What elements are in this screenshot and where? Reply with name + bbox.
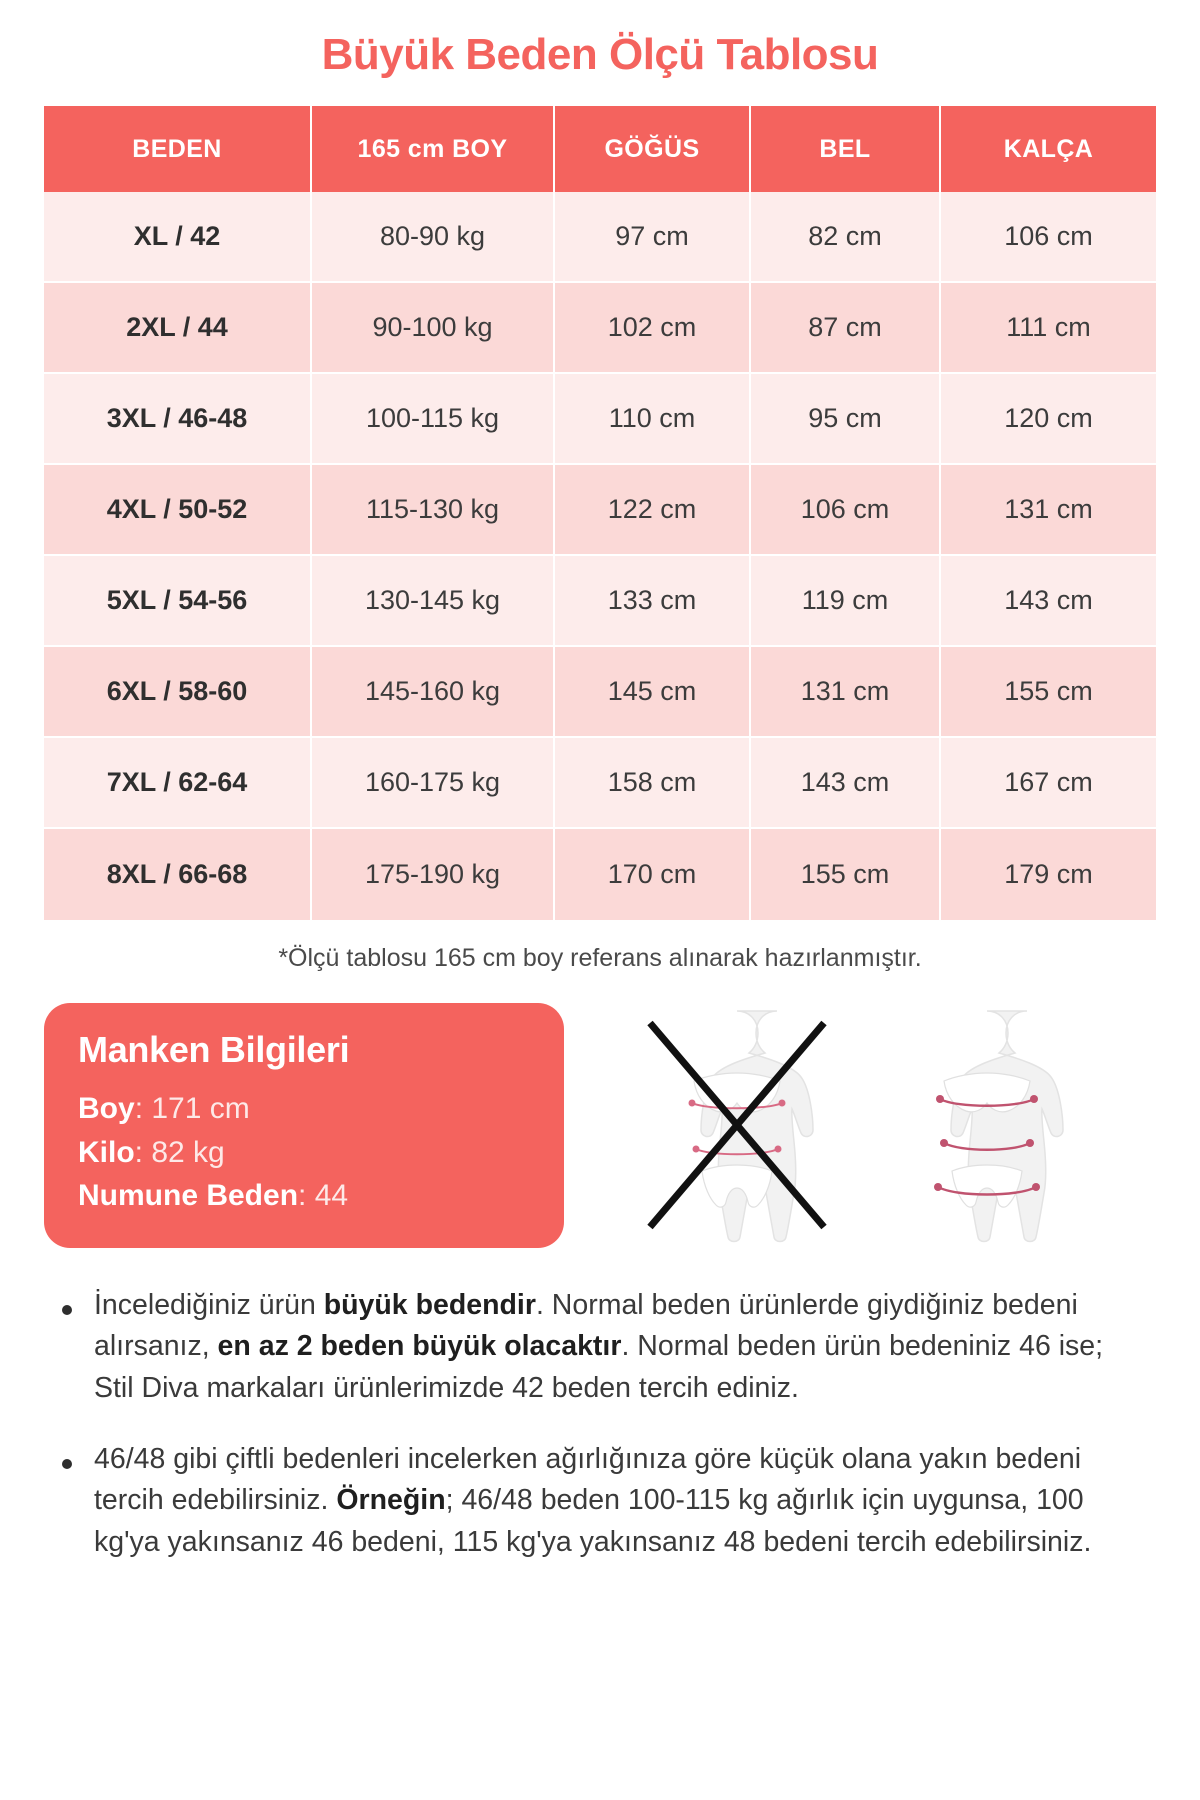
model-info-heading: Manken Bilgileri <box>78 1029 350 1070</box>
table-cell-size: 5XL / 54-56 <box>44 556 312 647</box>
table-cell: 106 cm <box>941 192 1156 283</box>
table-cell-size: 8XL / 66-68 <box>44 829 312 920</box>
table-row <box>44 374 1156 465</box>
measurement-figures <box>592 1003 1156 1251</box>
note-fragment: 46/48 gibi çiftli bedenleri incelerken ağırlığınıza göre küçük olana yakın bedeni tercih edebilirsiniz. <box>94 1442 1082 1517</box>
table-cell-size: XL / 42 <box>44 192 312 283</box>
table-cell: 97 cm <box>555 192 751 283</box>
note-fragment: . Normal beden ürünlerde giydiğiniz bedeni alırsanız, <box>94 1289 1078 1363</box>
model-weight-label: Kilo <box>78 1135 135 1169</box>
note-fragment: . Normal beden ürün bedeniniz 46 ise; Stil Diva markaları ürünlerimizde 42 beden tercih ediniz. <box>94 1330 1104 1404</box>
table-cell: 102 cm <box>555 283 751 374</box>
column-header-bel: BEL <box>751 106 941 192</box>
column-header-boy: 165 cm BOY <box>312 106 555 192</box>
table-cell: 145-160 kg <box>312 647 555 738</box>
table-cell-size: 7XL / 62-64 <box>44 738 312 829</box>
model-weight-row <box>78 1131 530 1175</box>
table-cell: 110 cm <box>555 374 751 465</box>
model-sample-size-value: : 44 <box>298 1179 349 1212</box>
bullet-icon <box>62 1305 72 1315</box>
note-text <box>94 1439 1146 1563</box>
table-row <box>44 192 1156 283</box>
table-cell: 115-130 kg <box>312 465 555 556</box>
table-cell: 170 cm <box>555 829 751 920</box>
column-header-gogus: GÖĞÜS <box>555 106 751 192</box>
correct-measure-figure <box>882 1003 1092 1243</box>
table-cell: 130-145 kg <box>312 556 555 647</box>
note-emphasis: en az 2 beden büyük olacaktır <box>217 1330 622 1363</box>
table-cell: 82 cm <box>751 192 941 283</box>
table-cell-size: 6XL / 58-60 <box>44 647 312 738</box>
model-info-section <box>44 1003 1156 1251</box>
table-cell: 133 cm <box>555 556 751 647</box>
note-fragment: İncelediğiniz ürün <box>94 1289 324 1321</box>
model-info-card <box>44 1003 564 1248</box>
model-height-row <box>78 1087 530 1131</box>
table-cell: 145 cm <box>555 647 751 738</box>
note-item <box>58 1439 1146 1563</box>
table-cell: 131 cm <box>751 647 941 738</box>
column-header-kalca: KALÇA <box>941 106 1156 192</box>
table-cell: 120 cm <box>941 374 1156 465</box>
table-cell-size: 4XL / 50-52 <box>44 465 312 556</box>
table-row <box>44 738 1156 829</box>
model-weight-value: : 82 kg <box>134 1135 225 1169</box>
note-fragment: ; 46/48 beden 100-115 kg ağırlık için uygunsa, 100 kg'ya yakınsanız 46 bedeni, 115 kg'ya yakınsanız 48 bedeni tercih edebilirsiniz. <box>94 1484 1092 1558</box>
model-height-label: Boy <box>78 1092 135 1125</box>
table-row <box>44 556 1156 647</box>
table-row <box>44 829 1156 920</box>
bullet-icon <box>62 1459 72 1469</box>
table-row <box>44 647 1156 738</box>
model-sample-size-row <box>78 1174 530 1218</box>
page-title: Büyük Beden Ölçü Tablosu <box>321 30 879 79</box>
table-header-row <box>44 106 1156 192</box>
table-cell: 143 cm <box>751 738 941 829</box>
table-cell: 111 cm <box>941 283 1156 374</box>
note-emphasis: Örneğin <box>336 1484 446 1517</box>
model-sample-size-label: Numune Beden <box>78 1179 299 1212</box>
table-cell: 90-100 kg <box>312 283 555 374</box>
table-cell: 100-115 kg <box>312 374 555 465</box>
table-cell: 95 cm <box>751 374 941 465</box>
table-footnote: *Ölçü tablosu 165 cm boy referans alınarak hazırlanmıştır. <box>278 944 922 972</box>
note-item <box>58 1285 1146 1409</box>
table-cell: 119 cm <box>751 556 941 647</box>
table-cell: 80-90 kg <box>312 192 555 283</box>
table-cell: 87 cm <box>751 283 941 374</box>
model-height-value: : 171 cm <box>134 1092 250 1125</box>
table-cell: 143 cm <box>941 556 1156 647</box>
table-cell: 175-190 kg <box>312 829 555 920</box>
table-cell: 158 cm <box>555 738 751 829</box>
table-cell: 122 cm <box>555 465 751 556</box>
table-cell: 160-175 kg <box>312 738 555 829</box>
note-emphasis: büyük bedendir <box>323 1289 536 1321</box>
table-row <box>44 465 1156 556</box>
table-cell-size: 2XL / 44 <box>44 283 312 374</box>
note-text <box>94 1285 1146 1409</box>
notes-list <box>44 1285 1156 1563</box>
table-cell: 167 cm <box>941 738 1156 829</box>
column-header-beden: BEDEN <box>44 106 312 192</box>
size-chart-table <box>44 106 1156 920</box>
table-cell: 155 cm <box>941 647 1156 738</box>
table-row <box>44 283 1156 374</box>
table-cell: 106 cm <box>751 465 941 556</box>
table-cell: 179 cm <box>941 829 1156 920</box>
table-cell-size: 3XL / 46-48 <box>44 374 312 465</box>
table-cell: 155 cm <box>751 829 941 920</box>
table-cell: 131 cm <box>941 465 1156 556</box>
incorrect-measure-figure <box>632 1003 842 1243</box>
